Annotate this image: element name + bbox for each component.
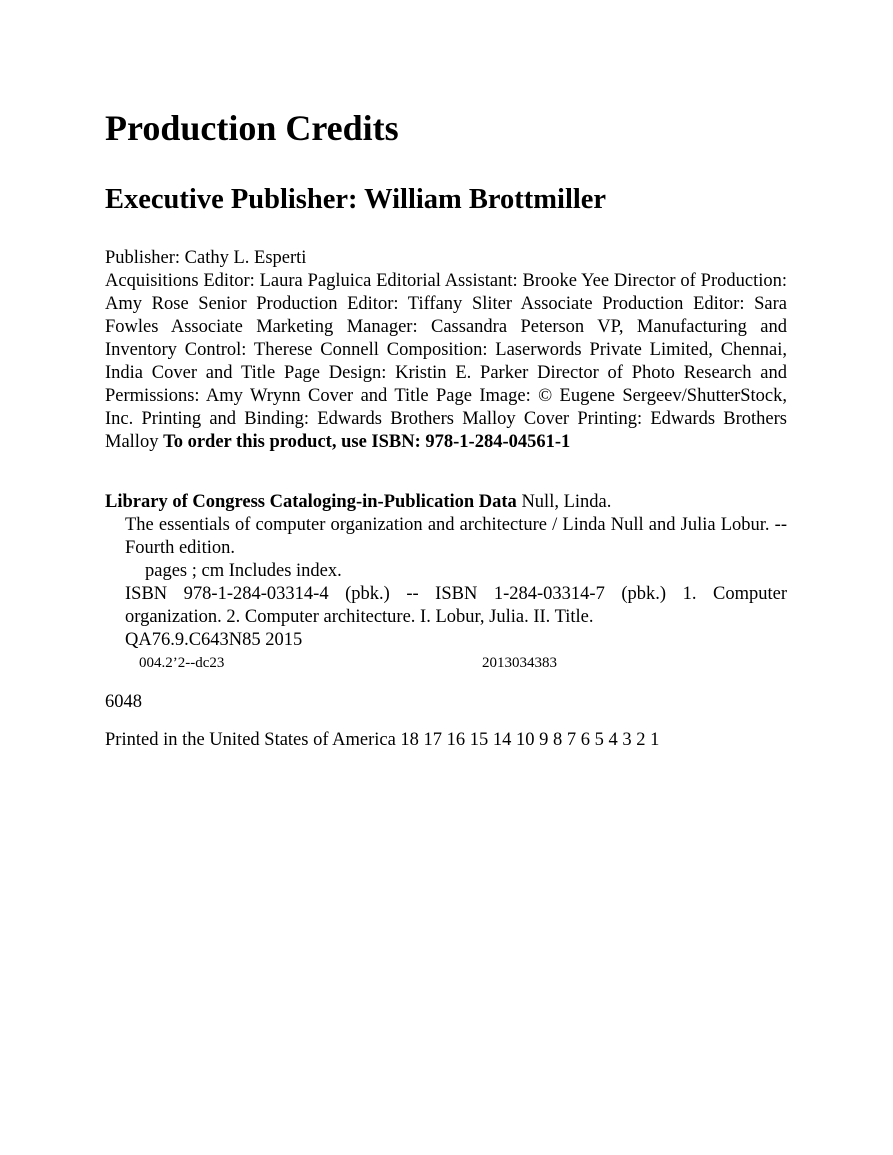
publisher-line: Publisher: Cathy L. Esperti [105,248,307,268]
printer-code: 6048 [105,692,142,712]
cip-title-line: The essentials of computer organization and architecture / Linda Null and Julia Lobur. -- Fourth edition. [125,515,787,558]
cip-pages-line: pages ; cm Includes index. [145,561,342,581]
cip-lccn: 2013034383 [482,655,557,671]
cip-dewey: 004.2’2--dc23 [139,655,225,671]
printed-in-line: Printed in the United States of America 18 17 16 15 14 10 9 8 7 6 5 4 3 2 1 [105,730,660,750]
executive-publisher-heading: Executive Publisher: William Brottmiller [105,184,607,215]
page-title: Production Credits [105,108,399,148]
credits-paragraph [105,270,787,454]
cip-classification-row [105,652,787,674]
cip-heading-line [105,491,787,514]
cip-author: Null, Linda. [516,492,612,512]
cip-call-number: QA76.9.C643N85 2015 [125,630,303,650]
order-isbn: To order this product, use ISBN: 978-1-284-04561-1 [163,432,571,452]
credits-text: Acquisitions Editor: Laura Pagluica Editorial Assistant: Brooke Yee Director of Production: Amy Rose Senior Production Editor: Tiffany Sliter Associate Production Editor: Sara Fowles Associate Marketing Manager: Cassandra Peterson VP, Manufacturing and Inventory Control: Therese Connell Composition: Laserwords Private Limited, Chennai, India Cover and Title Page Design: Kristin E. Parker Director of Photo Research and Permissions: Amy Wrynn Cover and Title Page Image: © Eugene Sergeev/ShutterStock, Inc. Printing and Binding: Edwards Brothers Malloy Cover Printing: Edwards Brothers Malloy [105,271,787,452]
cip-data-block [105,491,787,674]
cip-isbn-line: ISBN 978-1-284-03314-4 (pbk.) -- ISBN 1-284-03314-7 (pbk.) 1. Computer organization. 2. Computer architecture. I. Lobur, Julia. II. Title. [125,584,787,627]
cip-heading: Library of Congress Cataloging-in-Publication Data [105,492,517,512]
